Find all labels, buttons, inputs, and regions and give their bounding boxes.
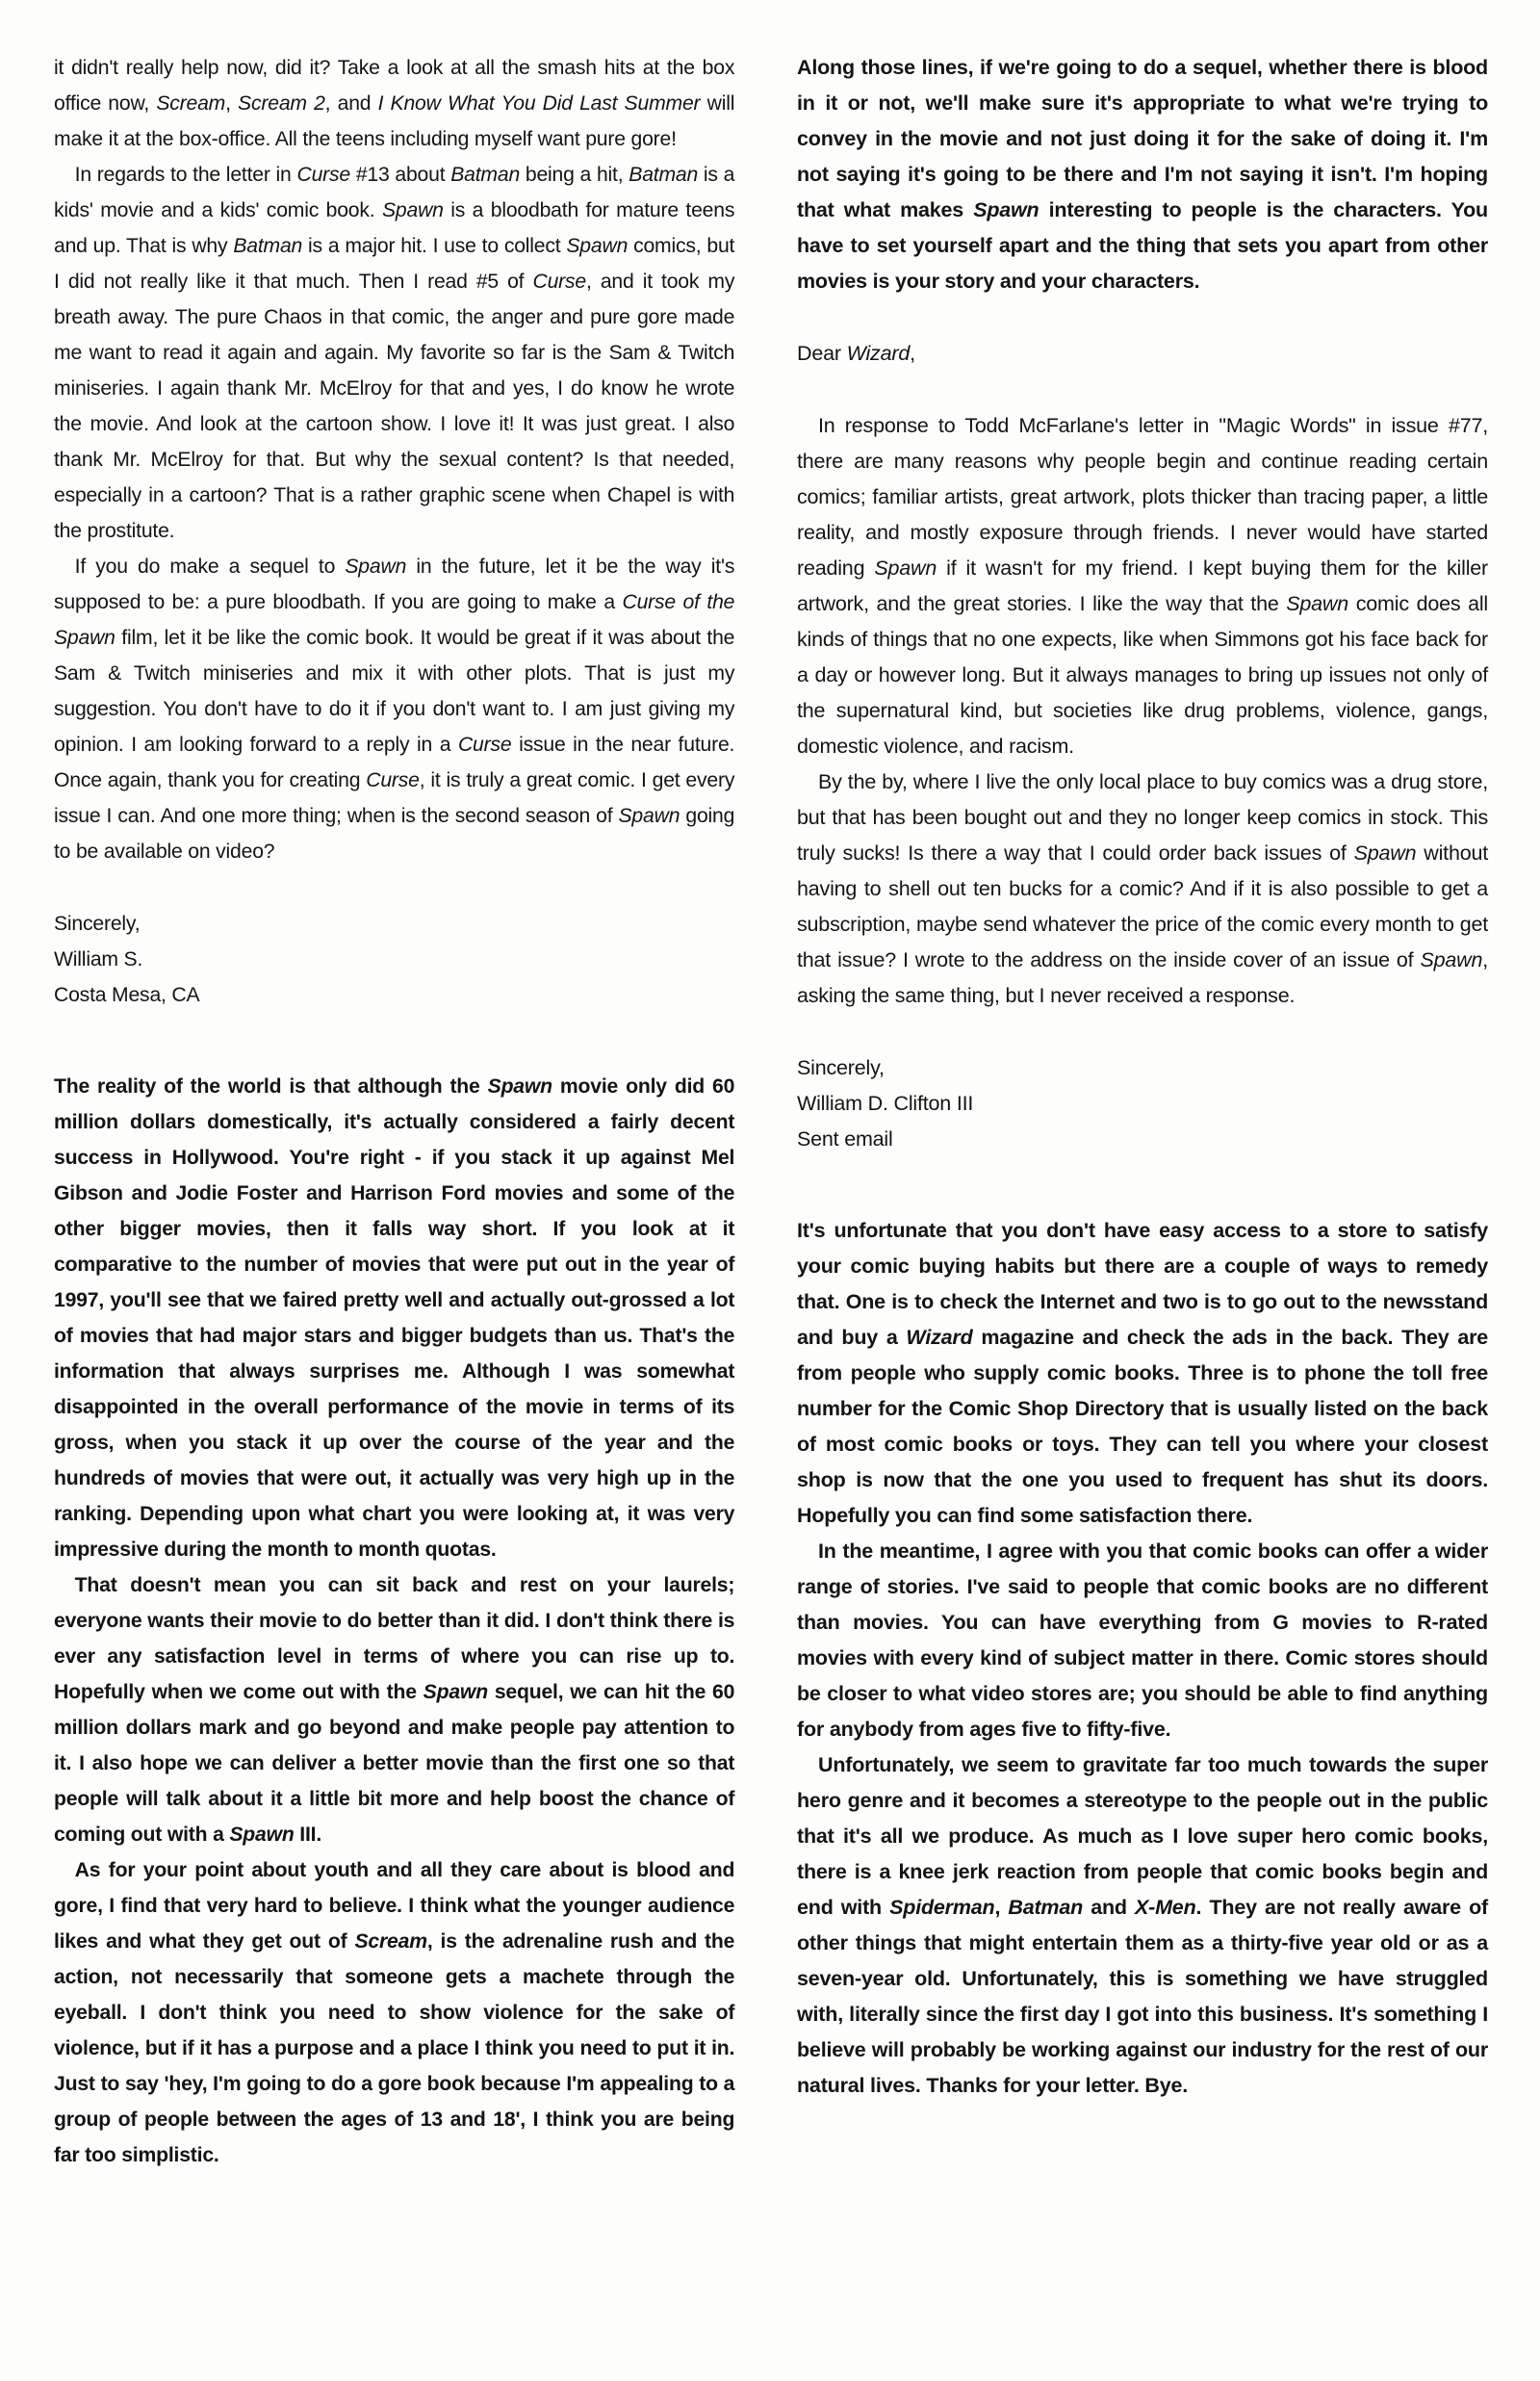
reply-paragraph: The reality of the world is that although the Spawn movie only did 60 million dollars domestically, it's actually considered a fairly decent success in Hollywood. You're right - if you stack it up against Mel Gibson and Jodie Foster and Harrison Ford movies and some of the other bigger movies, then it falls way short. If you look at it comparative to the number of movies that were put out in the year of 1997, you'll see that we faired pretty well and actually out-grossed a lot of movies that had major stars and bigger budgets than us. That's the information that always surprises me. Although I was somewhat disappointed in the overall performance of the movie in terms of its gross, when you stack it up over the course of the year and the hundreds of movies that were out, it actually was very high up in the ranking. Depending upon what chart you were looking at, it was very impressive during the month to month quotas.	[54, 1074, 735, 1561]
letter-salutation: Dear Wizard,	[797, 342, 915, 365]
right-column	[797, 50, 1488, 2104]
letter-signature-source: Sent email	[797, 1127, 893, 1151]
letter-signature-location: Costa Mesa, CA	[54, 983, 200, 1006]
reply-paragraph: Unfortunately, we seem to gravitate far too much towards the super hero genre and it becomes a stereotype to the people out in the public that it's all we produce. As much as I love super hero comic books, there is a knee jerk reaction from people that comic books begin and end with Spiderman, Batman and X-Men. They are not really aware of other things that might entertain them as a thirty-five year old or as a seven-year old. Unfortunately, this is something we have struggled with, literally since the first day I got into this business. It's something I believe will probably be working against our industry for the rest of our natural lives. Thanks for your letter. Bye.	[797, 1753, 1488, 2097]
letter-william-s	[54, 50, 734, 1013]
reply-paragraph: As for your point about youth and all they care about is blood and gore, I find that very hard to believe. I think what the younger audience likes and what they get out of Scream, is the adrenaline rush and the action, not necessarily that someone gets a machete through the eyeball. I don't think you need to show violence for the sake of violence, but if it has a purpose and a place I think you need to put it in. Just to say 'hey, I'm going to do a gore book because I'm appealing to a group of people between the ages of 13 and 18', I think you are being far too simplistic.	[54, 1858, 735, 2166]
reply-paragraph: In the meantime, I agree with you that comic books can offer a wider range of stories. I've said to people that comic books are no different than movies. You can have everything from G movies to R-rated movies with every kind of subject matter in there. Comic stores should be closer to what video stores are; you should be able to find anything for anybody from ages five to fifty-five.	[797, 1540, 1488, 1741]
reply-paragraph: Along those lines, if we're going to do a sequel, whether there is blood in it or not, we'll make sure it's appropriate to what we're trying to convey in the movie and not just doing it for the sake of doing it. I'm not saying it's going to be there and I'm not saying it isn't. I'm hoping that what makes Spawn interesting to people is the characters. You have to set yourself apart and the thing that sets you apart from other movies is your story and your characters.	[797, 56, 1488, 293]
letter-signature-name: William S.	[54, 947, 143, 971]
letter-signature-name: William D. Clifton III	[797, 1092, 974, 1115]
letter-closing: Sincerely,	[797, 1056, 885, 1079]
letter-paragraph: In response to Todd McFarlane's letter in "Magic Words" in issue #77, there are many reasons why people begin and continue reading certain comics; familiar artists, great artwork, plots thicker than tracing paper, a little reality, and mostly exposure through friends. I never would have started reading Spawn if it wasn't for my friend. I kept buying them for the killer artwork, and the great stories. I like the way that the Spawn comic does all kinds of things that no one expects, like when Simmons got his face back for a day or however long. But it always manages to bring up issues not only of the supernatural kind, but societies like drug problems, violence, gangs, domestic violence, and racism.	[797, 414, 1488, 758]
reply-continued	[797, 50, 1488, 299]
letter-paragraph: it didn't really help now, did it? Take a look at all the smash hits at the box office now, Scream, Scream 2, and I Know What You Did Last Summer will make it at the box-office. All the teens including myself want pure gore!	[54, 56, 735, 150]
letter-paragraph: In regards to the letter in Curse #13 about Batman being a hit, Batman is a kids' movie and a kids' comic book. Spawn is a bloodbath for mature teens and up. That is why Batman is a major hit. I use to collect Spawn comics, but I did not really like it that much. Then I read #5 of Curse, and it took my breath away. The pure Chaos in that comic, the anger and pure gore made me want to read it again and again. My favorite so far is the Sam & Twitch miniseries. I again thank Mr. McElroy for that and yes, I do know he wrote the movie. And look at the cartoon show. I love it! It was just great. I also thank Mr. McElroy for that. But why the sexual content? Is that needed, especially in a cartoon? That is a rather graphic scene when Chapel is with the prostitute.	[54, 163, 735, 542]
letter-william-d-clifton	[797, 336, 1488, 1157]
letter-closing: Sincerely,	[54, 912, 141, 935]
letter-paragraph: If you do make a sequel to Spawn in the future, let it be the way it's supposed to be: a pure bloodbath. If you are going to make a Curse of the Spawn film, let it be like the comic book. It would be great if it was about the Sam & Twitch miniseries and mix it with other plots. That is just my suggestion. You don't have to do it if you don't want to. I am just giving my opinion. I am looking forward to a reply in a Curse issue in the near future. Once again, thank you for creating Curse, it is truly a great comic. I get every issue I can. And one more thing; when is the second season of Spawn going to be available on video?	[54, 555, 735, 863]
letter-paragraph: By the by, where I live the only local place to buy comics was a drug store, but that has been bought out and they no longer keep comics in stock. This truly sucks! Is there a way that I could order back issues of Spawn without having to shell out ten bucks for a comic? And if it is also possible to get a subscription, maybe send whatever the price of the comic every month to get that issue? I wrote to the address on the inside cover of an issue of Spawn, asking the same thing, but I never received a response.	[797, 770, 1489, 1007]
reply-to-william-d-clifton	[797, 1213, 1488, 2104]
reply-to-william-s	[54, 1069, 734, 2173]
left-column	[54, 50, 734, 2173]
reply-paragraph: It's unfortunate that you don't have easy access to a store to satisfy your comic buying habits but there are a couple of ways to remedy that. One is to check the Internet and two is to go out to the newsstand and buy a Wizard magazine and check the ads in the back. They are from people who supply comic books. Three is to phone the toll free number for the Comic Shop Directory that is usually listed on the back of most comic books or toys. They can tell you where your closest shop is now that the one you used to frequent has shut its doors. Hopefully you can find some satisfaction there.	[797, 1219, 1488, 1527]
reply-paragraph: That doesn't mean you can sit back and rest on your laurels; everyone wants their movie to do better than it did. I don't think there is ever any satisfaction level in terms of where you can rise up to. Hopefully when we come out with the Spawn sequel, we can hit the 60 million dollars mark and go beyond and make people pay attention to it. I also hope we can deliver a better movie than the first one so that people will talk about it a little bit more and help boost the chance of coming out with a Spawn III.	[54, 1573, 735, 1846]
